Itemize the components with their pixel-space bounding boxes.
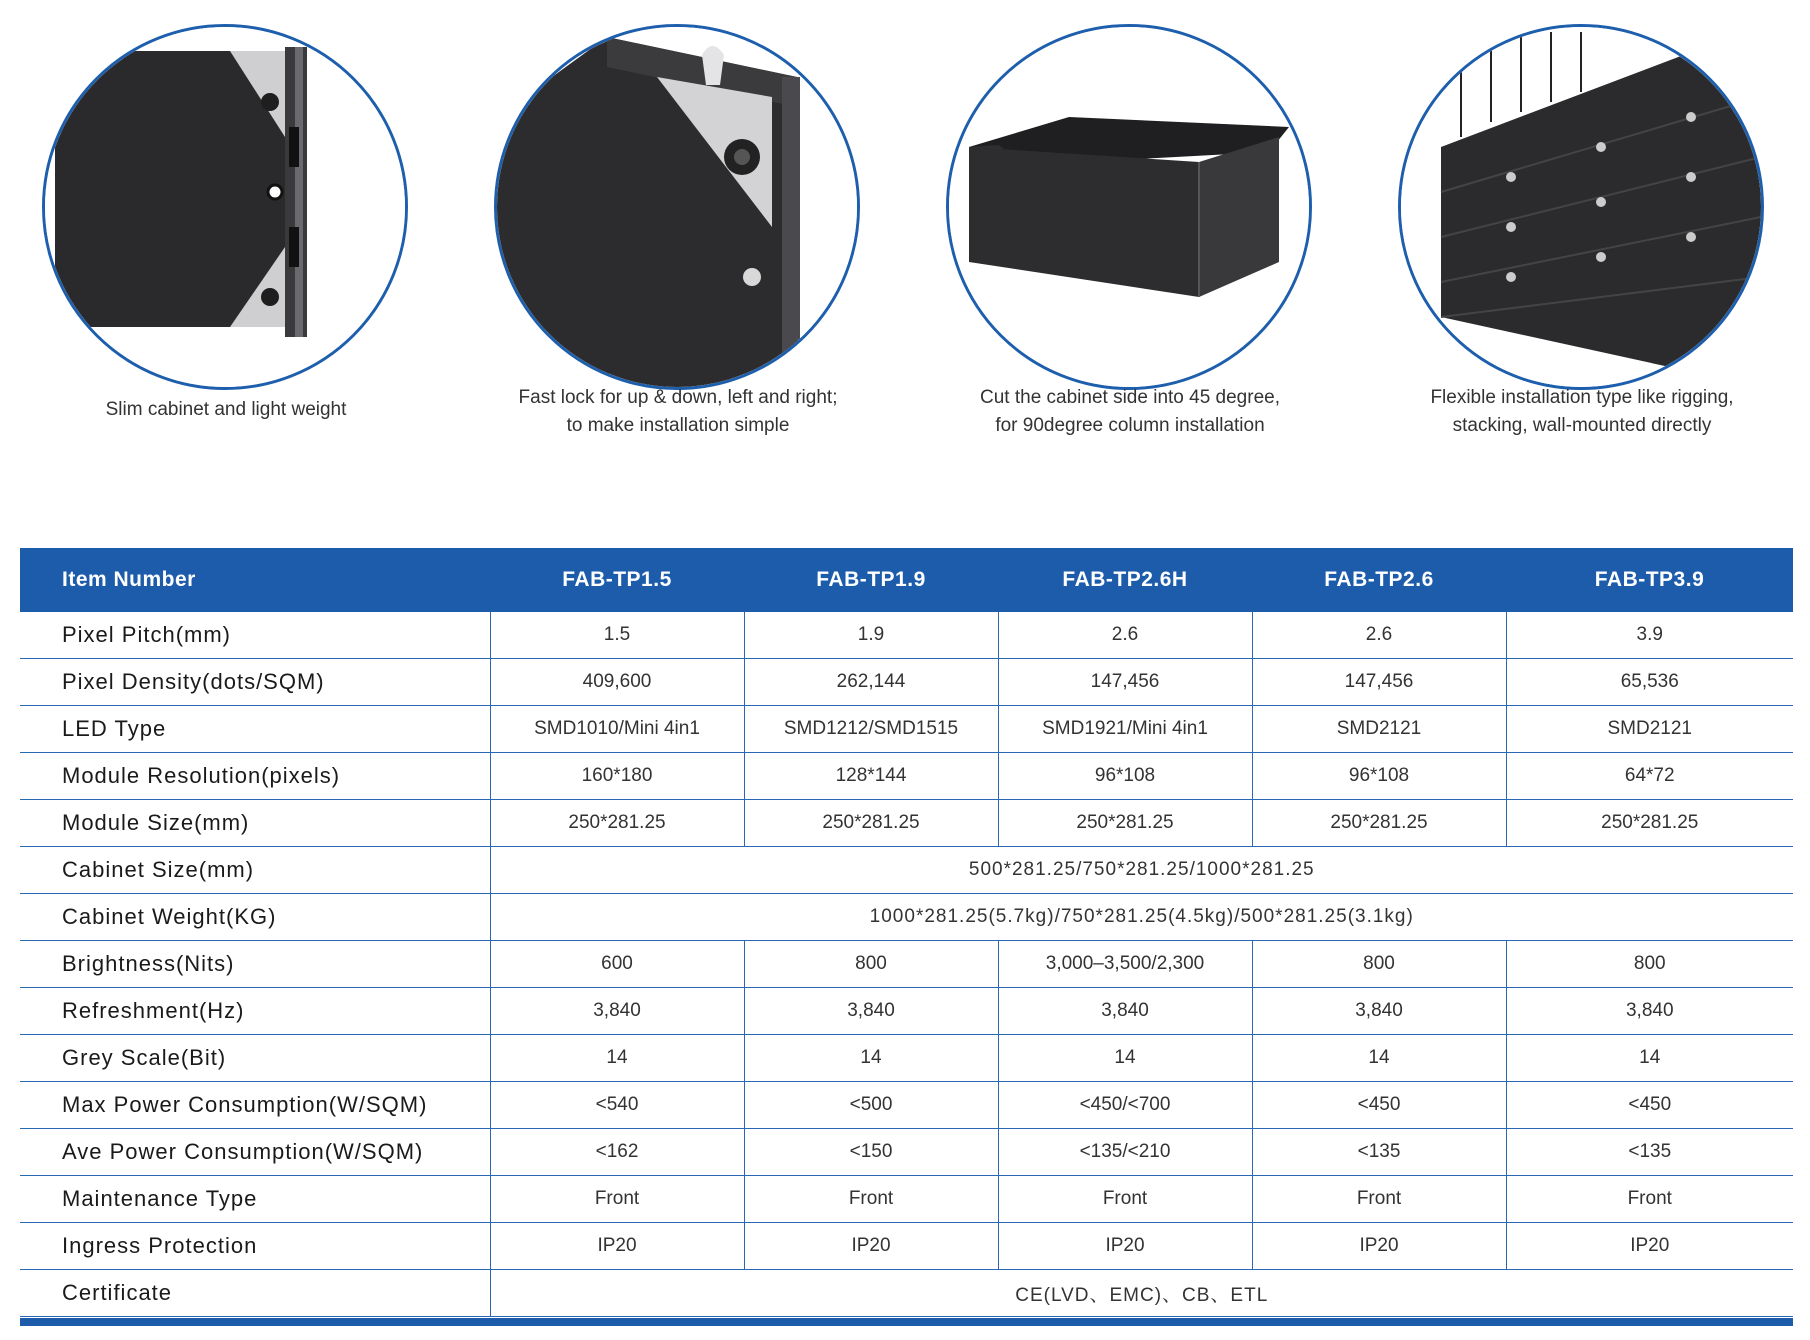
table-cell: Front (490, 1176, 744, 1223)
row-label: Max Power Consumption(W/SQM) (20, 1082, 490, 1129)
feature-caption (904, 384, 1356, 440)
table-cell: 250*281.25 (998, 800, 1252, 847)
table-cell: Front (998, 1176, 1252, 1223)
caption-line: Flexible installation type like rigging, (1430, 387, 1734, 408)
table-cell: 160*180 (490, 753, 744, 800)
table-cell: 96*108 (998, 753, 1252, 800)
column-cabinet-box-image (946, 24, 1312, 390)
spec-header-row (20, 548, 1793, 612)
table-cell: 147,456 (998, 659, 1252, 706)
table-cell: 128*144 (744, 753, 998, 800)
table-cell: IP20 (1252, 1223, 1506, 1270)
table-row (20, 1035, 1793, 1082)
row-label: Module Size(mm) (20, 800, 490, 847)
table-cell: 2.6 (998, 612, 1252, 659)
table-row (20, 753, 1793, 800)
table-cell: 250*281.25 (1506, 800, 1793, 847)
feature-item (1356, 0, 1808, 520)
table-cell: IP20 (998, 1223, 1252, 1270)
table-cell: 3,840 (744, 988, 998, 1035)
table-cell: 1.5 (490, 612, 744, 659)
caption-line: Cut the cabinet side into 45 degree, (980, 387, 1280, 408)
table-row (20, 706, 1793, 753)
table-cell: 3,840 (998, 988, 1252, 1035)
table-cell: 3.9 (1506, 612, 1793, 659)
table-cell: SMD1212/SMD1515 (744, 706, 998, 753)
feature-item (0, 0, 452, 520)
table-row (20, 1270, 1793, 1317)
row-label: Pixel Pitch(mm) (20, 612, 490, 659)
table-cell: <135 (1506, 1129, 1793, 1176)
table-row (20, 1082, 1793, 1129)
feature-gallery (0, 0, 1810, 520)
table-cell: IP20 (1506, 1223, 1793, 1270)
table-cell: 3,840 (490, 988, 744, 1035)
table-cell: 600 (490, 941, 744, 988)
row-label: Refreshment(Hz) (20, 988, 490, 1035)
table-cell: 3,840 (1252, 988, 1506, 1035)
table-cell: 65,536 (1506, 659, 1793, 706)
row-label: Cabinet Weight(KG) (20, 894, 490, 941)
slim-cabinet-edge-image (42, 24, 408, 390)
table-cell: SMD2121 (1252, 706, 1506, 753)
table-row (20, 612, 1793, 659)
table-cell: 14 (998, 1035, 1252, 1082)
row-label: Pixel Density(dots/SQM) (20, 659, 490, 706)
model-header: FAB-TP3.9 (1506, 548, 1793, 612)
feature-item (452, 0, 904, 520)
table-cell-span: CE(LVD、EMC)、CB、ETL (490, 1270, 1793, 1317)
table-cell: Front (1252, 1176, 1506, 1223)
table-cell: 14 (1506, 1035, 1793, 1082)
table-cell: IP20 (744, 1223, 998, 1270)
table-cell: 250*281.25 (490, 800, 744, 847)
row-label: Ingress Protection (20, 1223, 490, 1270)
table-row (20, 800, 1793, 847)
table-row (20, 1176, 1793, 1223)
row-label: Maintenance Type (20, 1176, 490, 1223)
caption-line: for 90degree column installation (995, 415, 1265, 436)
table-cell: SMD1921/Mini 4in1 (998, 706, 1252, 753)
table-row (20, 847, 1793, 894)
table-cell: SMD2121 (1506, 706, 1793, 753)
table-cell: 1.9 (744, 612, 998, 659)
table-row (20, 659, 1793, 706)
table-cell: <450 (1506, 1082, 1793, 1129)
table-cell: SMD1010/Mini 4in1 (490, 706, 744, 753)
table-cell: <135/<210 (998, 1129, 1252, 1176)
feature-caption (0, 396, 452, 424)
table-cell: 262,144 (744, 659, 998, 706)
model-header: FAB-TP1.9 (744, 548, 998, 612)
fast-lock-corner-image (494, 24, 860, 390)
table-cell: <450/<700 (998, 1082, 1252, 1129)
table-cell-span: 500*281.25/750*281.25/1000*281.25 (490, 847, 1793, 894)
feature-caption (452, 384, 904, 440)
table-cell-span: 1000*281.25(5.7kg)/750*281.25(4.5kg)/500*281.25(3.1kg) (490, 894, 1793, 941)
table-cell: 3,840 (1506, 988, 1793, 1035)
row-label: Cabinet Size(mm) (20, 847, 490, 894)
caption-line: to make installation simple (566, 415, 790, 436)
row-label: Ave Power Consumption(W/SQM) (20, 1129, 490, 1176)
model-header: FAB-TP1.5 (490, 548, 744, 612)
row-label: Certificate (20, 1270, 490, 1317)
table-row (20, 1223, 1793, 1270)
table-cell: 14 (1252, 1035, 1506, 1082)
row-label: Module Resolution(pixels) (20, 753, 490, 800)
caption-line: Fast lock for up & down, left and right; (518, 387, 838, 408)
table-cell: 64*72 (1506, 753, 1793, 800)
table-cell: 800 (1506, 941, 1793, 988)
table-cell: IP20 (490, 1223, 744, 1270)
table-cell: 147,456 (1252, 659, 1506, 706)
feature-caption (1356, 384, 1808, 440)
table-row (20, 1129, 1793, 1176)
table-cell: 800 (744, 941, 998, 988)
feature-item (904, 0, 1356, 520)
table-cell: 800 (1252, 941, 1506, 988)
bottom-accent-bar (20, 1318, 1793, 1326)
table-cell: <162 (490, 1129, 744, 1176)
table-cell: <150 (744, 1129, 998, 1176)
caption-line: Slim cabinet and light weight (105, 399, 347, 420)
table-row (20, 941, 1793, 988)
table-cell: Front (744, 1176, 998, 1223)
table-cell: 409,600 (490, 659, 744, 706)
spec-table (20, 548, 1793, 1317)
table-cell: <450 (1252, 1082, 1506, 1129)
table-row (20, 988, 1793, 1035)
table-cell: <135 (1252, 1129, 1506, 1176)
table-cell: <540 (490, 1082, 744, 1129)
table-cell: 3,000–3,500/2,300 (998, 941, 1252, 988)
table-cell: 2.6 (1252, 612, 1506, 659)
row-label: Brightness(Nits) (20, 941, 490, 988)
table-cell: 14 (490, 1035, 744, 1082)
item-number-header: Item Number (20, 548, 490, 612)
caption-line: stacking, wall-mounted directly (1452, 415, 1712, 436)
table-row (20, 894, 1793, 941)
table-cell: 250*281.25 (744, 800, 998, 847)
model-header: FAB-TP2.6H (998, 548, 1252, 612)
table-cell: 250*281.25 (1252, 800, 1506, 847)
model-header: FAB-TP2.6 (1252, 548, 1506, 612)
table-cell: Front (1506, 1176, 1793, 1223)
table-cell: <500 (744, 1082, 998, 1129)
table-cell: 14 (744, 1035, 998, 1082)
row-label: Grey Scale(Bit) (20, 1035, 490, 1082)
rigging-wall-image (1398, 24, 1764, 390)
row-label: LED Type (20, 706, 490, 753)
table-cell: 96*108 (1252, 753, 1506, 800)
